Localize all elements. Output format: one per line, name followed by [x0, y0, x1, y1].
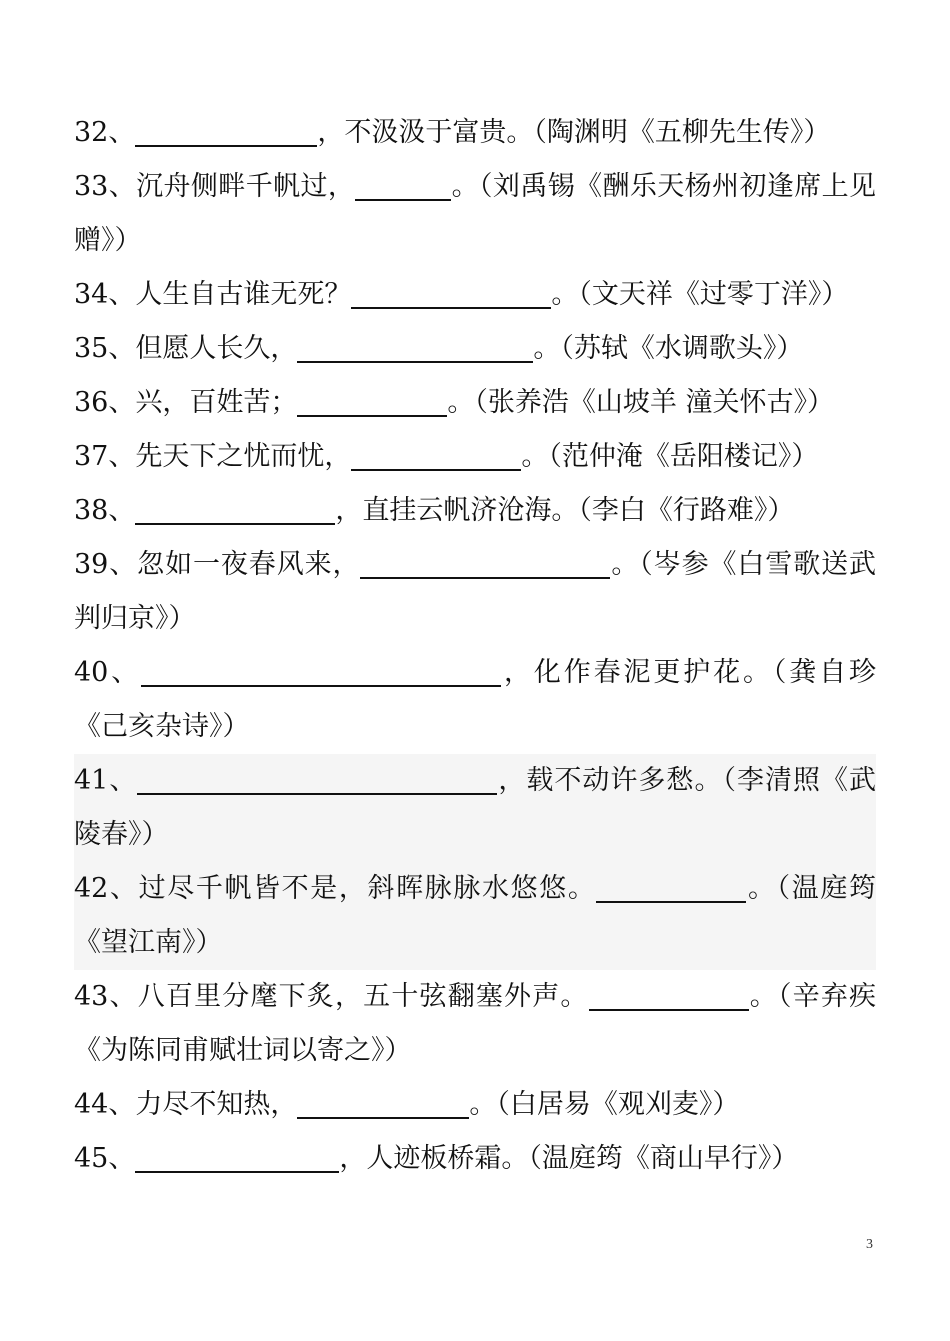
question-32: 32、 ，不汲汲于富贵。（陶渊明《五柳先生传》） — [74, 106, 876, 160]
answer-blank[interactable] — [141, 649, 501, 687]
answer-blank[interactable] — [297, 1081, 469, 1119]
question-41: 41、 ，载不动许多愁。（李清照《武陵春》） — [74, 754, 876, 862]
answer-blank[interactable] — [135, 1135, 339, 1173]
answer-blank[interactable] — [351, 271, 551, 309]
question-37: 37、先天下之忧而忧， 。（范仲淹《岳阳楼记》） — [74, 430, 876, 484]
question-42: 42、过尽千帆皆不是，斜晖脉脉水悠悠。 。（温庭筠《望江南》） — [74, 862, 876, 970]
question-36: 36、兴，百姓苦； 。（张养浩《山坡羊 潼关怀古》） — [74, 376, 876, 430]
page-number: 3 — [866, 1237, 873, 1252]
answer-blank[interactable] — [360, 541, 610, 579]
question-45: 45、 ，人迹板桥霜。（温庭筠《商山早行》） — [74, 1132, 876, 1186]
question-38: 38、 ，直挂云帆济沧海。（李白《行路难》） — [74, 484, 876, 538]
answer-blank[interactable] — [135, 487, 335, 525]
question-list — [74, 106, 876, 1186]
question-43: 43、八百里分麾下炙，五十弦翻塞外声。 。（辛弃疾《为陈同甫赋壮词以寄之》） — [74, 970, 876, 1078]
question-39: 39、忽如一夜春风来， 。（岑参《白雪歌送武判归京》） — [74, 538, 876, 646]
answer-blank[interactable] — [596, 865, 746, 903]
answer-blank[interactable] — [137, 757, 497, 795]
question-40: 40、 ，化作春泥更护花。（龚自珍《己亥杂诗》） — [74, 646, 876, 754]
answer-blank[interactable] — [297, 379, 447, 417]
answer-blank[interactable] — [351, 433, 521, 471]
answer-blank[interactable] — [355, 163, 451, 201]
question-34: 34、人生自古谁无死？ 。（文天祥《过零丁洋》） — [74, 268, 876, 322]
question-35: 35、但愿人长久， 。（苏轼《水调歌头》） — [74, 322, 876, 376]
answer-blank[interactable] — [589, 973, 749, 1011]
question-44: 44、力尽不知热， 。（白居易《观刈麦》） — [74, 1078, 876, 1132]
answer-blank[interactable] — [297, 325, 533, 363]
question-33: 33、沉舟侧畔千帆过， 。（刘禹锡《酬乐天杨州初逢席上见赠》） — [74, 160, 876, 268]
answer-blank[interactable] — [135, 109, 317, 147]
